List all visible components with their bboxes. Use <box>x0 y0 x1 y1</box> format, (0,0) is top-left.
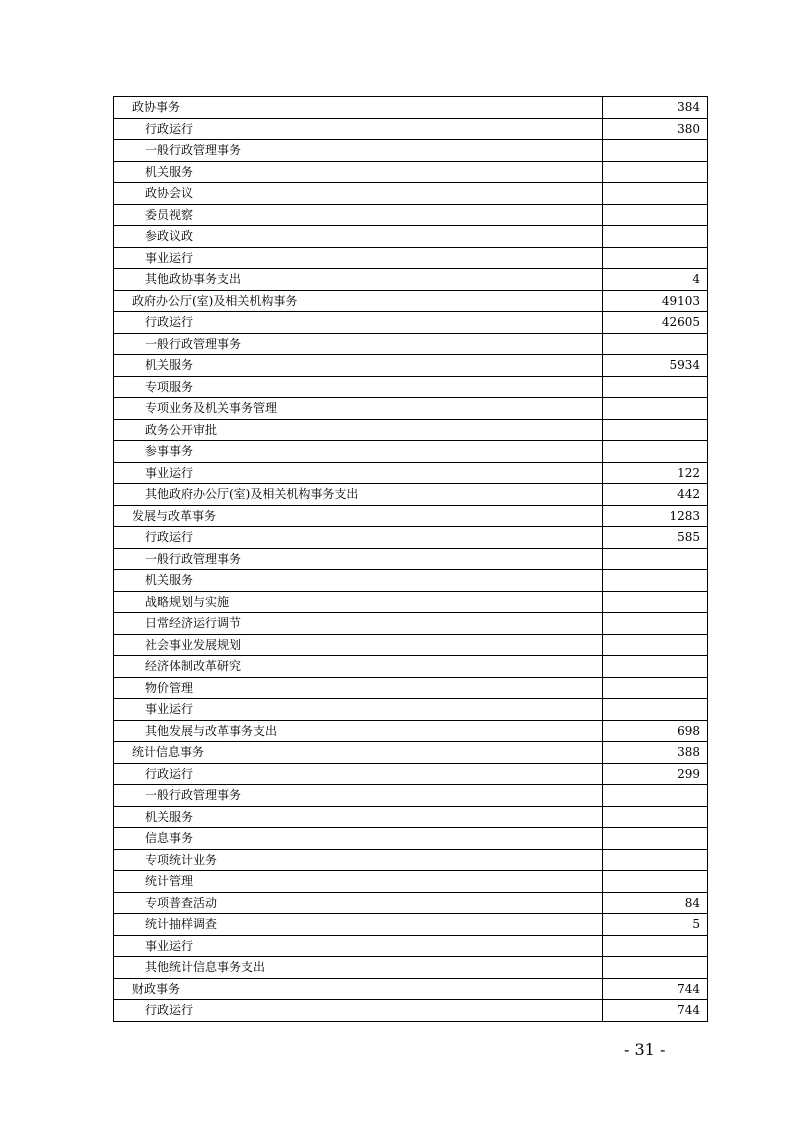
table-row <box>114 484 708 506</box>
amount-cell: 698 <box>603 720 708 742</box>
amount-cell <box>603 785 708 807</box>
table-row <box>114 161 708 183</box>
item-name-cell: 机关服务 <box>114 355 603 377</box>
item-name-cell: 社会事业发展规划 <box>114 634 603 656</box>
table-row <box>114 978 708 1000</box>
item-name-cell: 事业运行 <box>114 699 603 721</box>
table-row <box>114 785 708 807</box>
table-row <box>114 527 708 549</box>
table-row <box>114 957 708 979</box>
table-row <box>114 118 708 140</box>
table-row <box>114 183 708 205</box>
item-name-cell: 一般行政管理事务 <box>114 548 603 570</box>
item-name-cell: 事业运行 <box>114 935 603 957</box>
table-row <box>114 140 708 162</box>
table-body <box>114 97 708 1022</box>
item-name-cell: 专项服务 <box>114 376 603 398</box>
table-row <box>114 720 708 742</box>
amount-cell <box>603 204 708 226</box>
item-name-cell: 事业运行 <box>114 247 603 269</box>
amount-cell: 299 <box>603 763 708 785</box>
item-name-cell: 机关服务 <box>114 806 603 828</box>
amount-cell: 122 <box>603 462 708 484</box>
item-name-cell: 机关服务 <box>114 161 603 183</box>
item-name-cell: 事业运行 <box>114 462 603 484</box>
item-name-cell: 其他发展与改革事务支出 <box>114 720 603 742</box>
table-row <box>114 355 708 377</box>
amount-cell <box>603 935 708 957</box>
amount-cell <box>603 419 708 441</box>
table-row <box>114 763 708 785</box>
amount-cell <box>603 699 708 721</box>
amount-cell <box>603 677 708 699</box>
amount-cell: 585 <box>603 527 708 549</box>
table-row <box>114 914 708 936</box>
item-name-cell: 委员视察 <box>114 204 603 226</box>
amount-cell <box>603 548 708 570</box>
table-row <box>114 935 708 957</box>
item-name-cell: 参事事务 <box>114 441 603 463</box>
amount-cell: 388 <box>603 742 708 764</box>
table-row <box>114 419 708 441</box>
table-row <box>114 742 708 764</box>
amount-cell <box>603 441 708 463</box>
item-name-cell: 一般行政管理事务 <box>114 333 603 355</box>
table-row <box>114 806 708 828</box>
table-row <box>114 312 708 334</box>
table-row <box>114 269 708 291</box>
amount-cell <box>603 161 708 183</box>
item-name-cell: 统计信息事务 <box>114 742 603 764</box>
item-name-cell: 统计抽样调查 <box>114 914 603 936</box>
item-name-cell: 政务公开审批 <box>114 419 603 441</box>
amount-cell: 84 <box>603 892 708 914</box>
item-name-cell: 信息事务 <box>114 828 603 850</box>
table-row <box>114 290 708 312</box>
item-name-cell: 一般行政管理事务 <box>114 785 603 807</box>
amount-cell <box>603 656 708 678</box>
table-row <box>114 699 708 721</box>
table-row <box>114 376 708 398</box>
item-name-cell: 物价管理 <box>114 677 603 699</box>
table-row <box>114 892 708 914</box>
table-row <box>114 505 708 527</box>
amount-cell <box>603 957 708 979</box>
item-name-cell: 战略规划与实施 <box>114 591 603 613</box>
table-row <box>114 570 708 592</box>
amount-cell <box>603 828 708 850</box>
item-name-cell: 其他统计信息事务支出 <box>114 957 603 979</box>
item-name-cell: 日常经济运行调节 <box>114 613 603 635</box>
expenditure-table <box>113 96 708 1022</box>
item-name-cell: 政府办公厅(室)及相关机构事务 <box>114 290 603 312</box>
table-row <box>114 548 708 570</box>
item-name-cell: 专项统计业务 <box>114 849 603 871</box>
item-name-cell: 参政议政 <box>114 226 603 248</box>
amount-cell <box>603 226 708 248</box>
amount-cell: 5 <box>603 914 708 936</box>
item-name-cell: 一般行政管理事务 <box>114 140 603 162</box>
item-name-cell: 其他政府办公厅(室)及相关机构事务支出 <box>114 484 603 506</box>
item-name-cell: 机关服务 <box>114 570 603 592</box>
amount-cell: 4 <box>603 269 708 291</box>
table-row <box>114 591 708 613</box>
table-row <box>114 462 708 484</box>
item-name-cell: 行政运行 <box>114 312 603 334</box>
amount-cell: 744 <box>603 1000 708 1022</box>
amount-cell: 5934 <box>603 355 708 377</box>
table-row <box>114 333 708 355</box>
amount-cell <box>603 140 708 162</box>
amount-cell: 42605 <box>603 312 708 334</box>
amount-cell <box>603 613 708 635</box>
item-name-cell: 统计管理 <box>114 871 603 893</box>
item-name-cell: 行政运行 <box>114 763 603 785</box>
table-row <box>114 677 708 699</box>
item-name-cell: 发展与改革事务 <box>114 505 603 527</box>
table-row <box>114 97 708 119</box>
item-name-cell: 行政运行 <box>114 1000 603 1022</box>
page-number: - 31 - <box>624 1040 666 1059</box>
table-row <box>114 634 708 656</box>
table-row <box>114 398 708 420</box>
amount-cell <box>603 634 708 656</box>
amount-cell <box>603 183 708 205</box>
amount-cell: 442 <box>603 484 708 506</box>
amount-cell <box>603 247 708 269</box>
table-row <box>114 204 708 226</box>
table-row <box>114 441 708 463</box>
amount-cell <box>603 591 708 613</box>
amount-cell: 744 <box>603 978 708 1000</box>
amount-cell <box>603 376 708 398</box>
item-name-cell: 行政运行 <box>114 118 603 140</box>
item-name-cell: 经济体制改革研究 <box>114 656 603 678</box>
item-name-cell: 政协事务 <box>114 97 603 119</box>
item-name-cell: 专项普查活动 <box>114 892 603 914</box>
table-row <box>114 247 708 269</box>
item-name-cell: 行政运行 <box>114 527 603 549</box>
amount-cell <box>603 570 708 592</box>
item-name-cell: 其他政协事务支出 <box>114 269 603 291</box>
item-name-cell: 政协会议 <box>114 183 603 205</box>
table-row <box>114 226 708 248</box>
table-row <box>114 1000 708 1022</box>
amount-cell <box>603 849 708 871</box>
table-row <box>114 656 708 678</box>
table-row <box>114 871 708 893</box>
item-name-cell: 财政事务 <box>114 978 603 1000</box>
table-row <box>114 613 708 635</box>
amount-cell <box>603 398 708 420</box>
amount-cell: 1283 <box>603 505 708 527</box>
table-row <box>114 828 708 850</box>
item-name-cell: 专项业务及机关事务管理 <box>114 398 603 420</box>
amount-cell <box>603 333 708 355</box>
table-row <box>114 849 708 871</box>
amount-cell: 384 <box>603 97 708 119</box>
amount-cell <box>603 806 708 828</box>
amount-cell: 49103 <box>603 290 708 312</box>
amount-cell: 380 <box>603 118 708 140</box>
amount-cell <box>603 871 708 893</box>
